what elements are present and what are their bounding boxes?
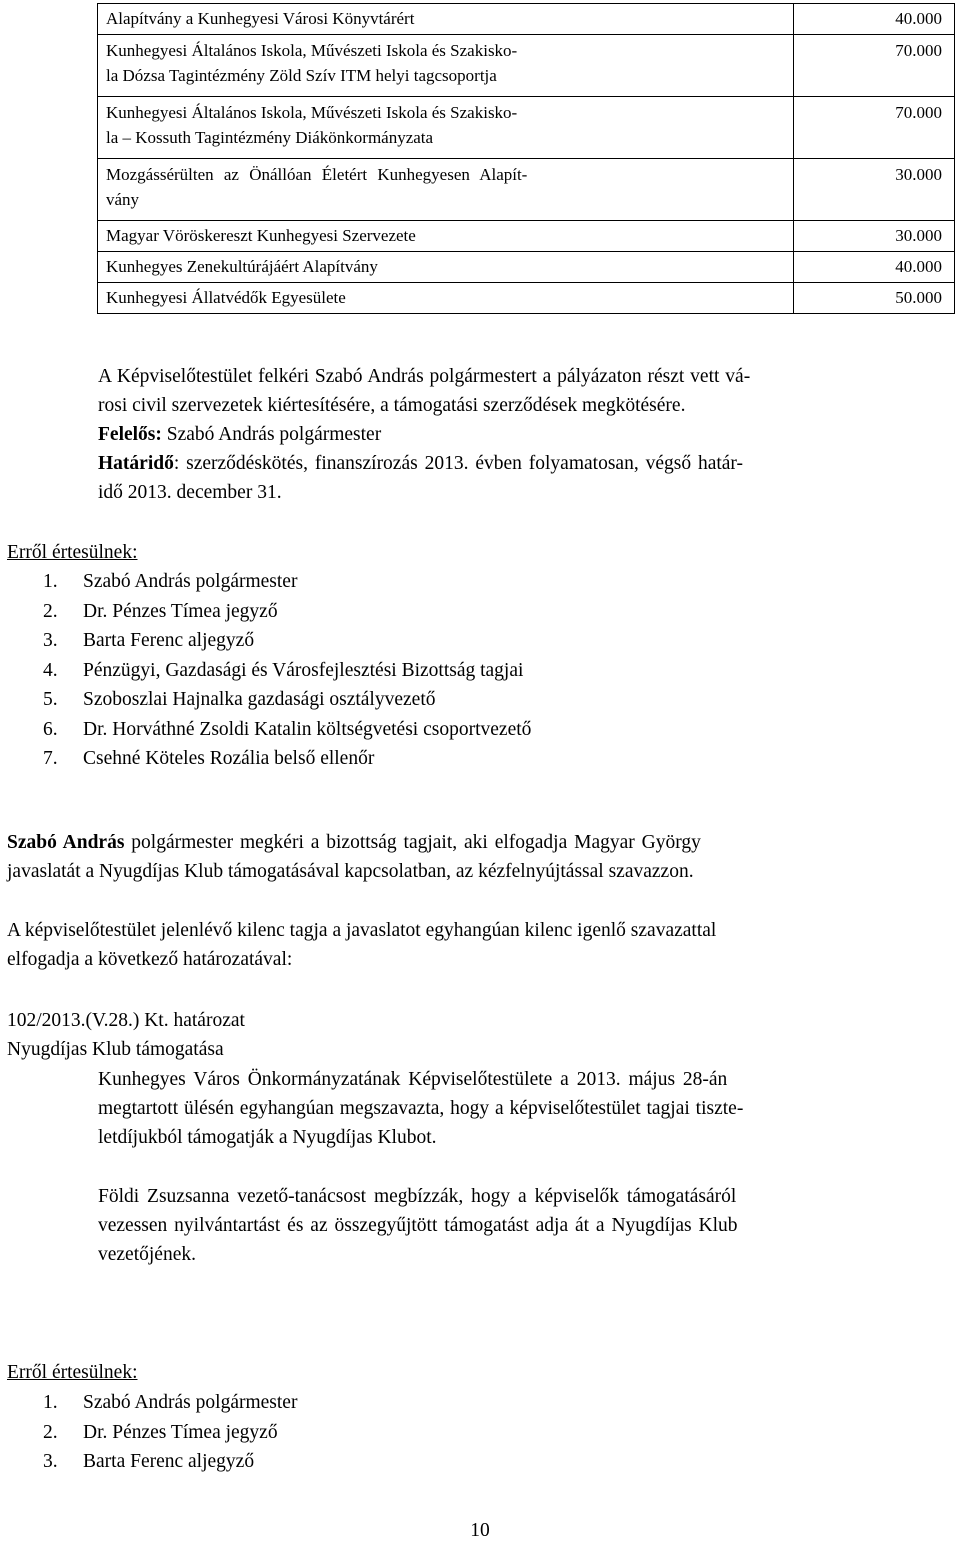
resolution-number: 102/2013.(V.28.) Kt. határozat xyxy=(7,1010,245,1031)
grant-amount: 30.000 xyxy=(794,221,955,252)
list-item: 4. Pénzügyi, Gazdasági és Városfejlesztési Bizottság tagjai xyxy=(43,659,524,681)
grant-name xyxy=(98,35,794,97)
grant-name: Kunhegyesi Állatvédők Egyesülete xyxy=(98,283,794,314)
grant-name: Kunhegyes Zenekultúrájáért Alapítvány xyxy=(98,252,794,283)
grant-amount: 70.000 xyxy=(794,97,955,159)
resolution-body-line: vezessen nyilvántartást és az összegyűjtött támogatást adja át a Nyugdíjas Klub xyxy=(98,1215,738,1236)
grant-name: Magyar Vöröskereszt Kunhegyesi Szervezete xyxy=(98,221,794,252)
grant-amount: 70.000 xyxy=(794,35,955,97)
resolution-body-line: megtartott ülésén egyhangúan megszavazta, hogy a képviselőtestület tagjai tiszte- xyxy=(98,1098,744,1119)
table-row xyxy=(98,221,955,252)
list-item: 3. Barta Ferenc aljegyző xyxy=(43,1451,255,1472)
grant-name-line: vány xyxy=(106,190,140,209)
resolution-body-line: letdíjukból támogatják a Nyugdíjas Klubot. xyxy=(98,1127,437,1148)
mayor-request xyxy=(7,828,947,886)
grant-name-line: Kunhegyesi Általános Iskola, Művészeti Iskola és Szakisko- xyxy=(106,103,518,122)
resolution-body xyxy=(98,1065,948,1152)
table-row xyxy=(98,35,955,97)
grant-name-line: Kunhegyesi Általános Iskola, Művészeti Iskola és Szakisko- xyxy=(106,41,518,60)
page-number: 10 xyxy=(470,1520,490,1541)
list-item: 5. Szoboszlai Hajnalka gazdasági osztályvezető xyxy=(43,689,436,710)
deadline-label: Határidő xyxy=(98,453,174,474)
vote-text xyxy=(7,916,952,974)
table-row xyxy=(98,97,955,159)
grant-amount: 30.000 xyxy=(794,159,955,221)
resolution-title: Nyugdíjas Klub támogatása xyxy=(7,1039,224,1060)
responsible-line xyxy=(98,420,954,449)
notify-label: Erről értesülnek: xyxy=(7,1362,138,1383)
resolution-text-line: A Képviselőtestület felkéri Szabó András polgármestert a pályázaton részt vett vá- xyxy=(98,366,751,387)
resolution-body-line: Kunhegyes Város Önkormányzatának Képviselőtestülete a 2013. május 28-án xyxy=(98,1069,728,1090)
grant-amount: 50.000 xyxy=(794,283,955,314)
mayor-name: Szabó András xyxy=(7,832,125,853)
deadline-value: : szerződéskötés, finanszírozás 2013. évben folyamatosan, végső határ- xyxy=(173,453,744,474)
mayor-request-line: Szabó András polgármester megkéri a bizottság tagjait, aki elfogadja Magyar György xyxy=(7,832,701,853)
resolution-body-line: Földi Zsuzsanna vezető-tanácsost megbízzák, hogy a képviselők támogatásáról xyxy=(98,1186,737,1207)
list-item: 6. Dr. Horváthné Zsoldi Katalin költségvetési csoportvezető xyxy=(43,718,532,740)
grant-name-line: Mozgássérülten az Önállóan Életért Kunhegyesen Alapít- xyxy=(106,165,528,184)
grant-amount: 40.000 xyxy=(794,4,955,35)
list-item: 7. Csehné Köteles Rozália belső ellenőr xyxy=(43,748,375,769)
grant-amount: 40.000 xyxy=(794,252,955,283)
deadline-value-cont: idő 2013. december 31. xyxy=(98,482,282,503)
list-item: 2. Dr. Pénzes Tímea jegyző xyxy=(43,1421,278,1443)
grant-name: Alapítvány a Kunhegyesi Városi Könyvtárért xyxy=(98,4,794,35)
resolution-text xyxy=(98,362,954,507)
list-item: 1. Szabó András polgármester xyxy=(43,571,298,592)
grants-table xyxy=(97,3,955,314)
table-row xyxy=(98,283,955,314)
resolution-text-line: rosi civil szervezetek kiértesítésére, a támogatási szerződések megkötésére. xyxy=(98,395,686,416)
vote-line: elfogadja a következő határozatával: xyxy=(7,949,293,970)
grant-name xyxy=(98,159,794,221)
vote-line: A képviselőtestület jelenlévő kilenc tagja a javaslatot egyhangúan kilenc igenlő szavazattal xyxy=(7,920,717,941)
notify-list xyxy=(43,567,531,774)
table-row xyxy=(98,4,955,35)
grant-name xyxy=(98,97,794,159)
resolution-body-line: vezetőjének. xyxy=(98,1244,196,1265)
notify-list xyxy=(43,1388,297,1477)
responsible-value: Szabó András polgármester xyxy=(166,424,382,445)
list-item: 1. Szabó András polgármester xyxy=(43,1392,298,1413)
deadline-line xyxy=(98,449,954,478)
list-item: 3. Barta Ferenc aljegyző xyxy=(43,630,255,651)
table-row xyxy=(98,159,955,221)
grant-name-line: la Dózsa Tagintézmény Zöld Szív ITM helyi tagcsoportja xyxy=(106,66,497,85)
resolution-body-2 xyxy=(98,1182,948,1269)
list-item: 2. Dr. Pénzes Tímea jegyző xyxy=(43,600,278,622)
table-row xyxy=(98,252,955,283)
mayor-request-line: javaslatát a Nyugdíjas Klub támogatásával kapcsolatban, az kézfelnyújtással szavazzon. xyxy=(7,861,694,882)
responsible-label: Felelős: xyxy=(98,424,162,445)
grant-name-line: la – Kossuth Tagintézmény Diákönkormányzata xyxy=(106,128,434,147)
notify-label: Erről értesülnek: xyxy=(7,542,138,563)
